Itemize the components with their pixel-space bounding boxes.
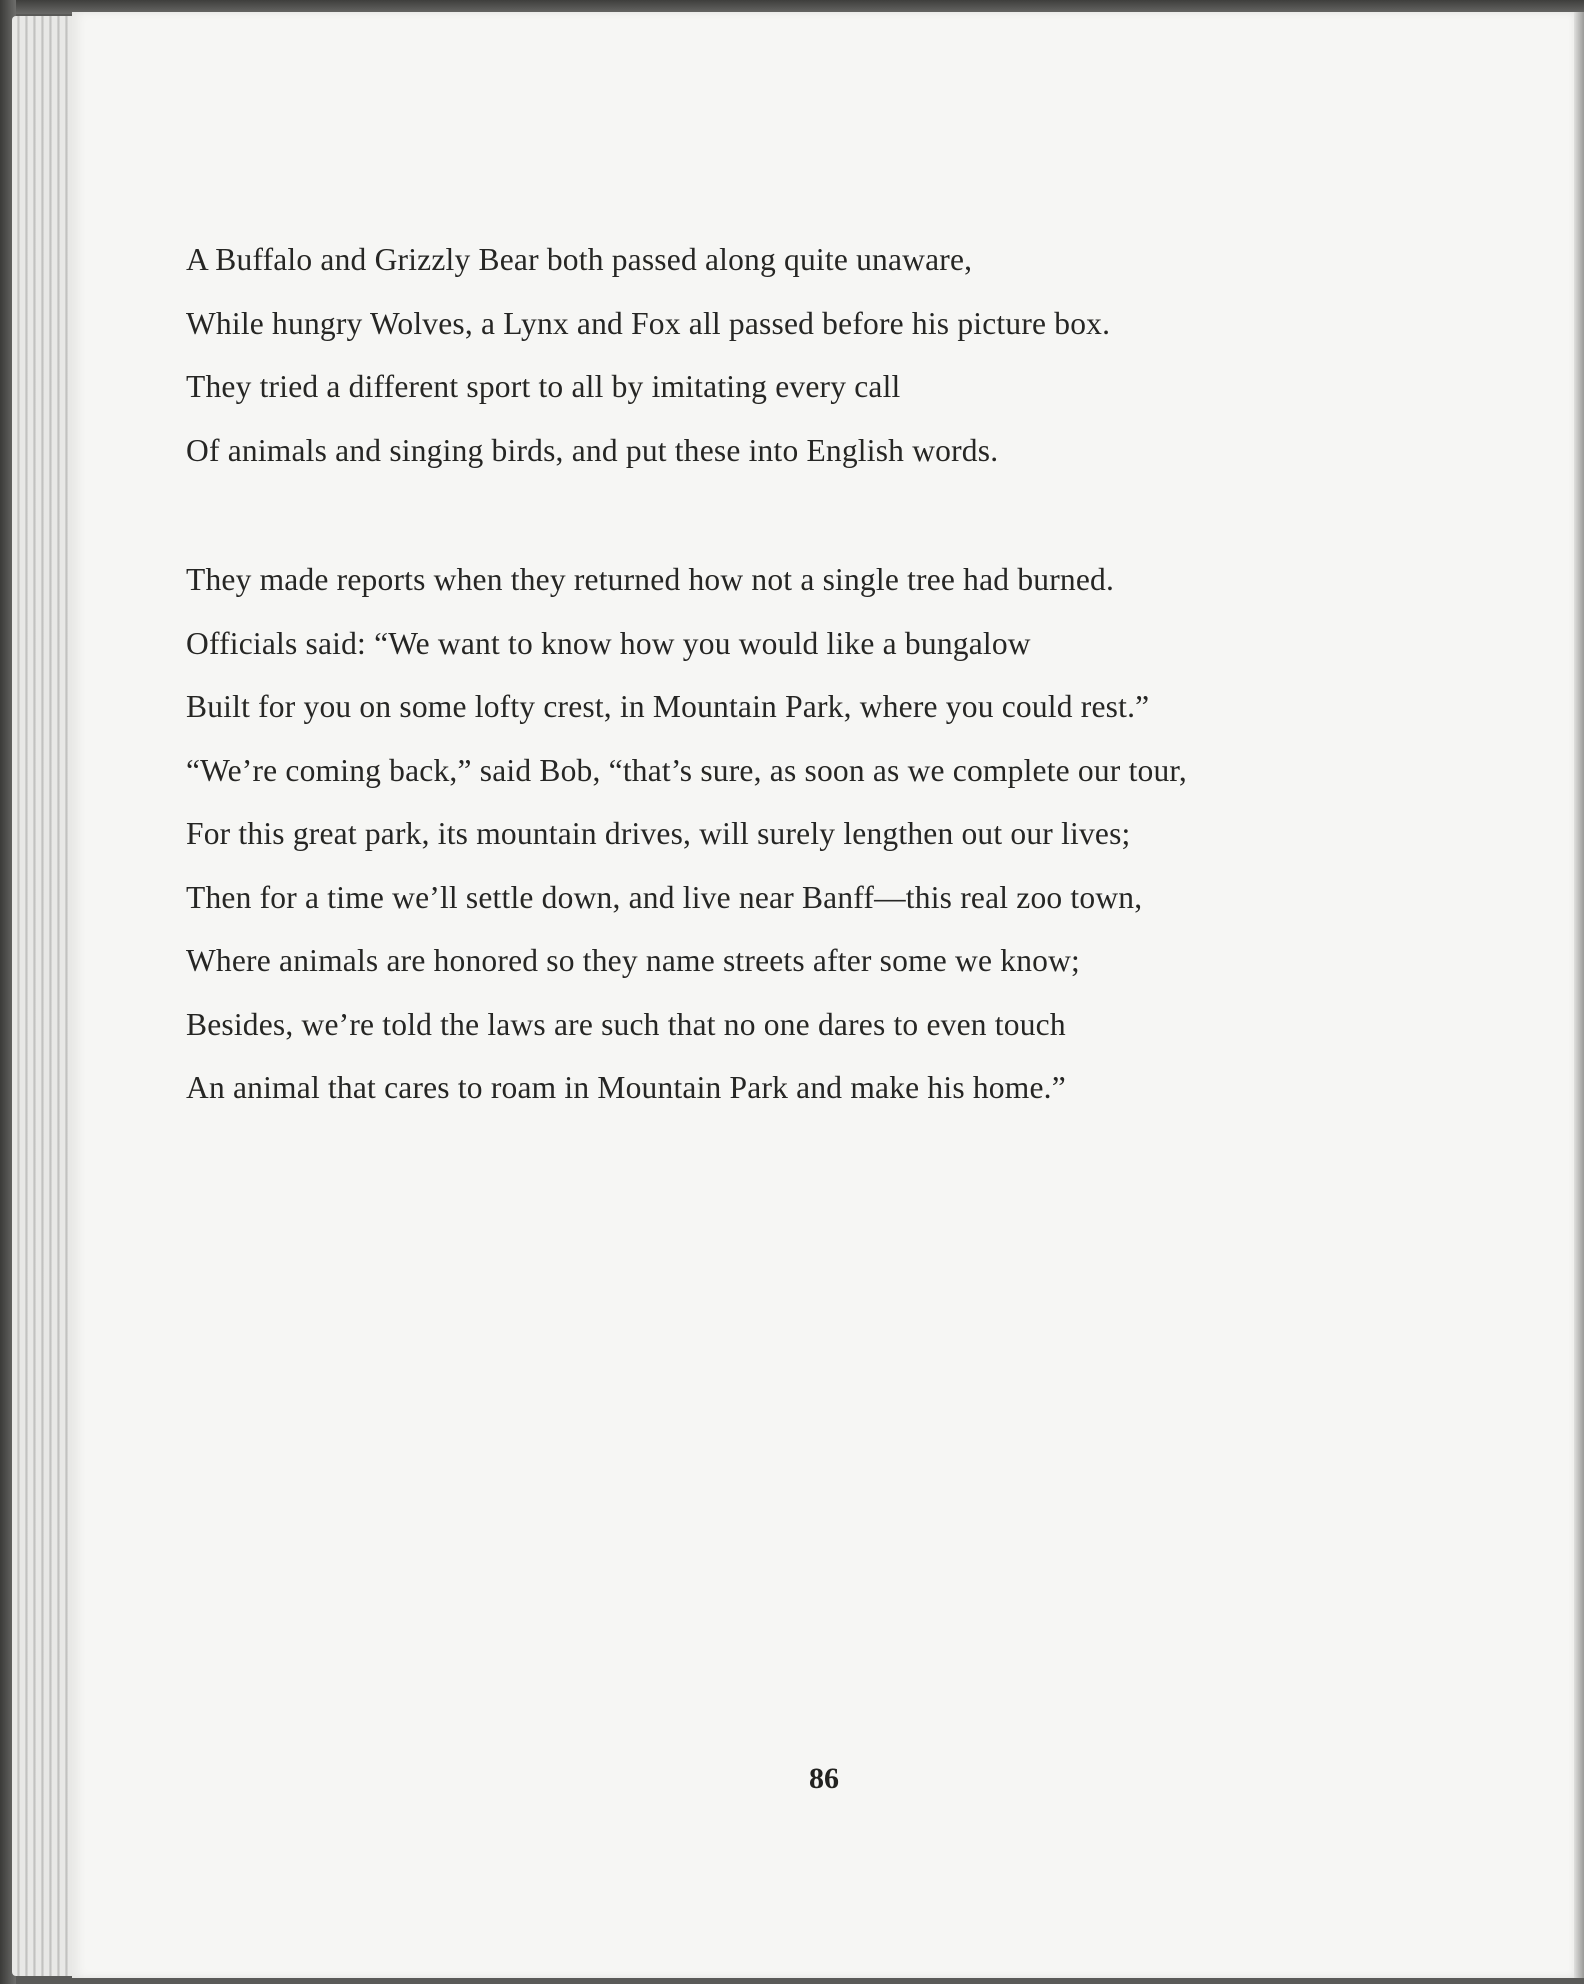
stanza-1 xyxy=(186,228,1110,482)
verse-line: An animal that cares to roam in Mountain Park and make his home.” xyxy=(186,1070,1066,1105)
verse-line: A Buffalo and Grizzly Bear both passed along quite unaware, xyxy=(186,242,973,277)
verse-line: For this great park, its mountain drives, will surely lengthen out our lives; xyxy=(186,816,1131,851)
verse-line: Then for a time we’ll settle down, and live near Banff—this real zoo town, xyxy=(186,879,1143,915)
verse-line: Where animals are honored so they name streets after some we know; xyxy=(186,943,1081,978)
verse-line: While hungry Wolves, a Lynx and Fox all passed before his picture box. xyxy=(186,305,1111,341)
book-page xyxy=(72,12,1576,1978)
verse-line: Built for you on some lofty crest, in Mountain Park, where you could rest.” xyxy=(186,689,1150,724)
verse-line: Of animals and singing birds, and put these into English words. xyxy=(186,432,999,468)
verse-line: They made reports when they returned how not a single tree had burned. xyxy=(186,562,1115,597)
verse-line: Besides, we’re told the laws are such that no one dares to even touch xyxy=(186,1006,1066,1042)
verse-line: They tried a different sport to all by imitating every call xyxy=(186,369,901,404)
page-number: 86 xyxy=(809,1762,839,1795)
stanza-2 xyxy=(186,548,1187,1120)
page-edges xyxy=(12,16,76,1976)
scan-right-edge xyxy=(1574,12,1584,1978)
verse-line: “We’re coming back,” said Bob, “that’s sure, as soon as we complete our tour, xyxy=(186,752,1187,788)
verse-line: Officials said: “We want to know how you would like a bungalow xyxy=(186,625,1031,661)
